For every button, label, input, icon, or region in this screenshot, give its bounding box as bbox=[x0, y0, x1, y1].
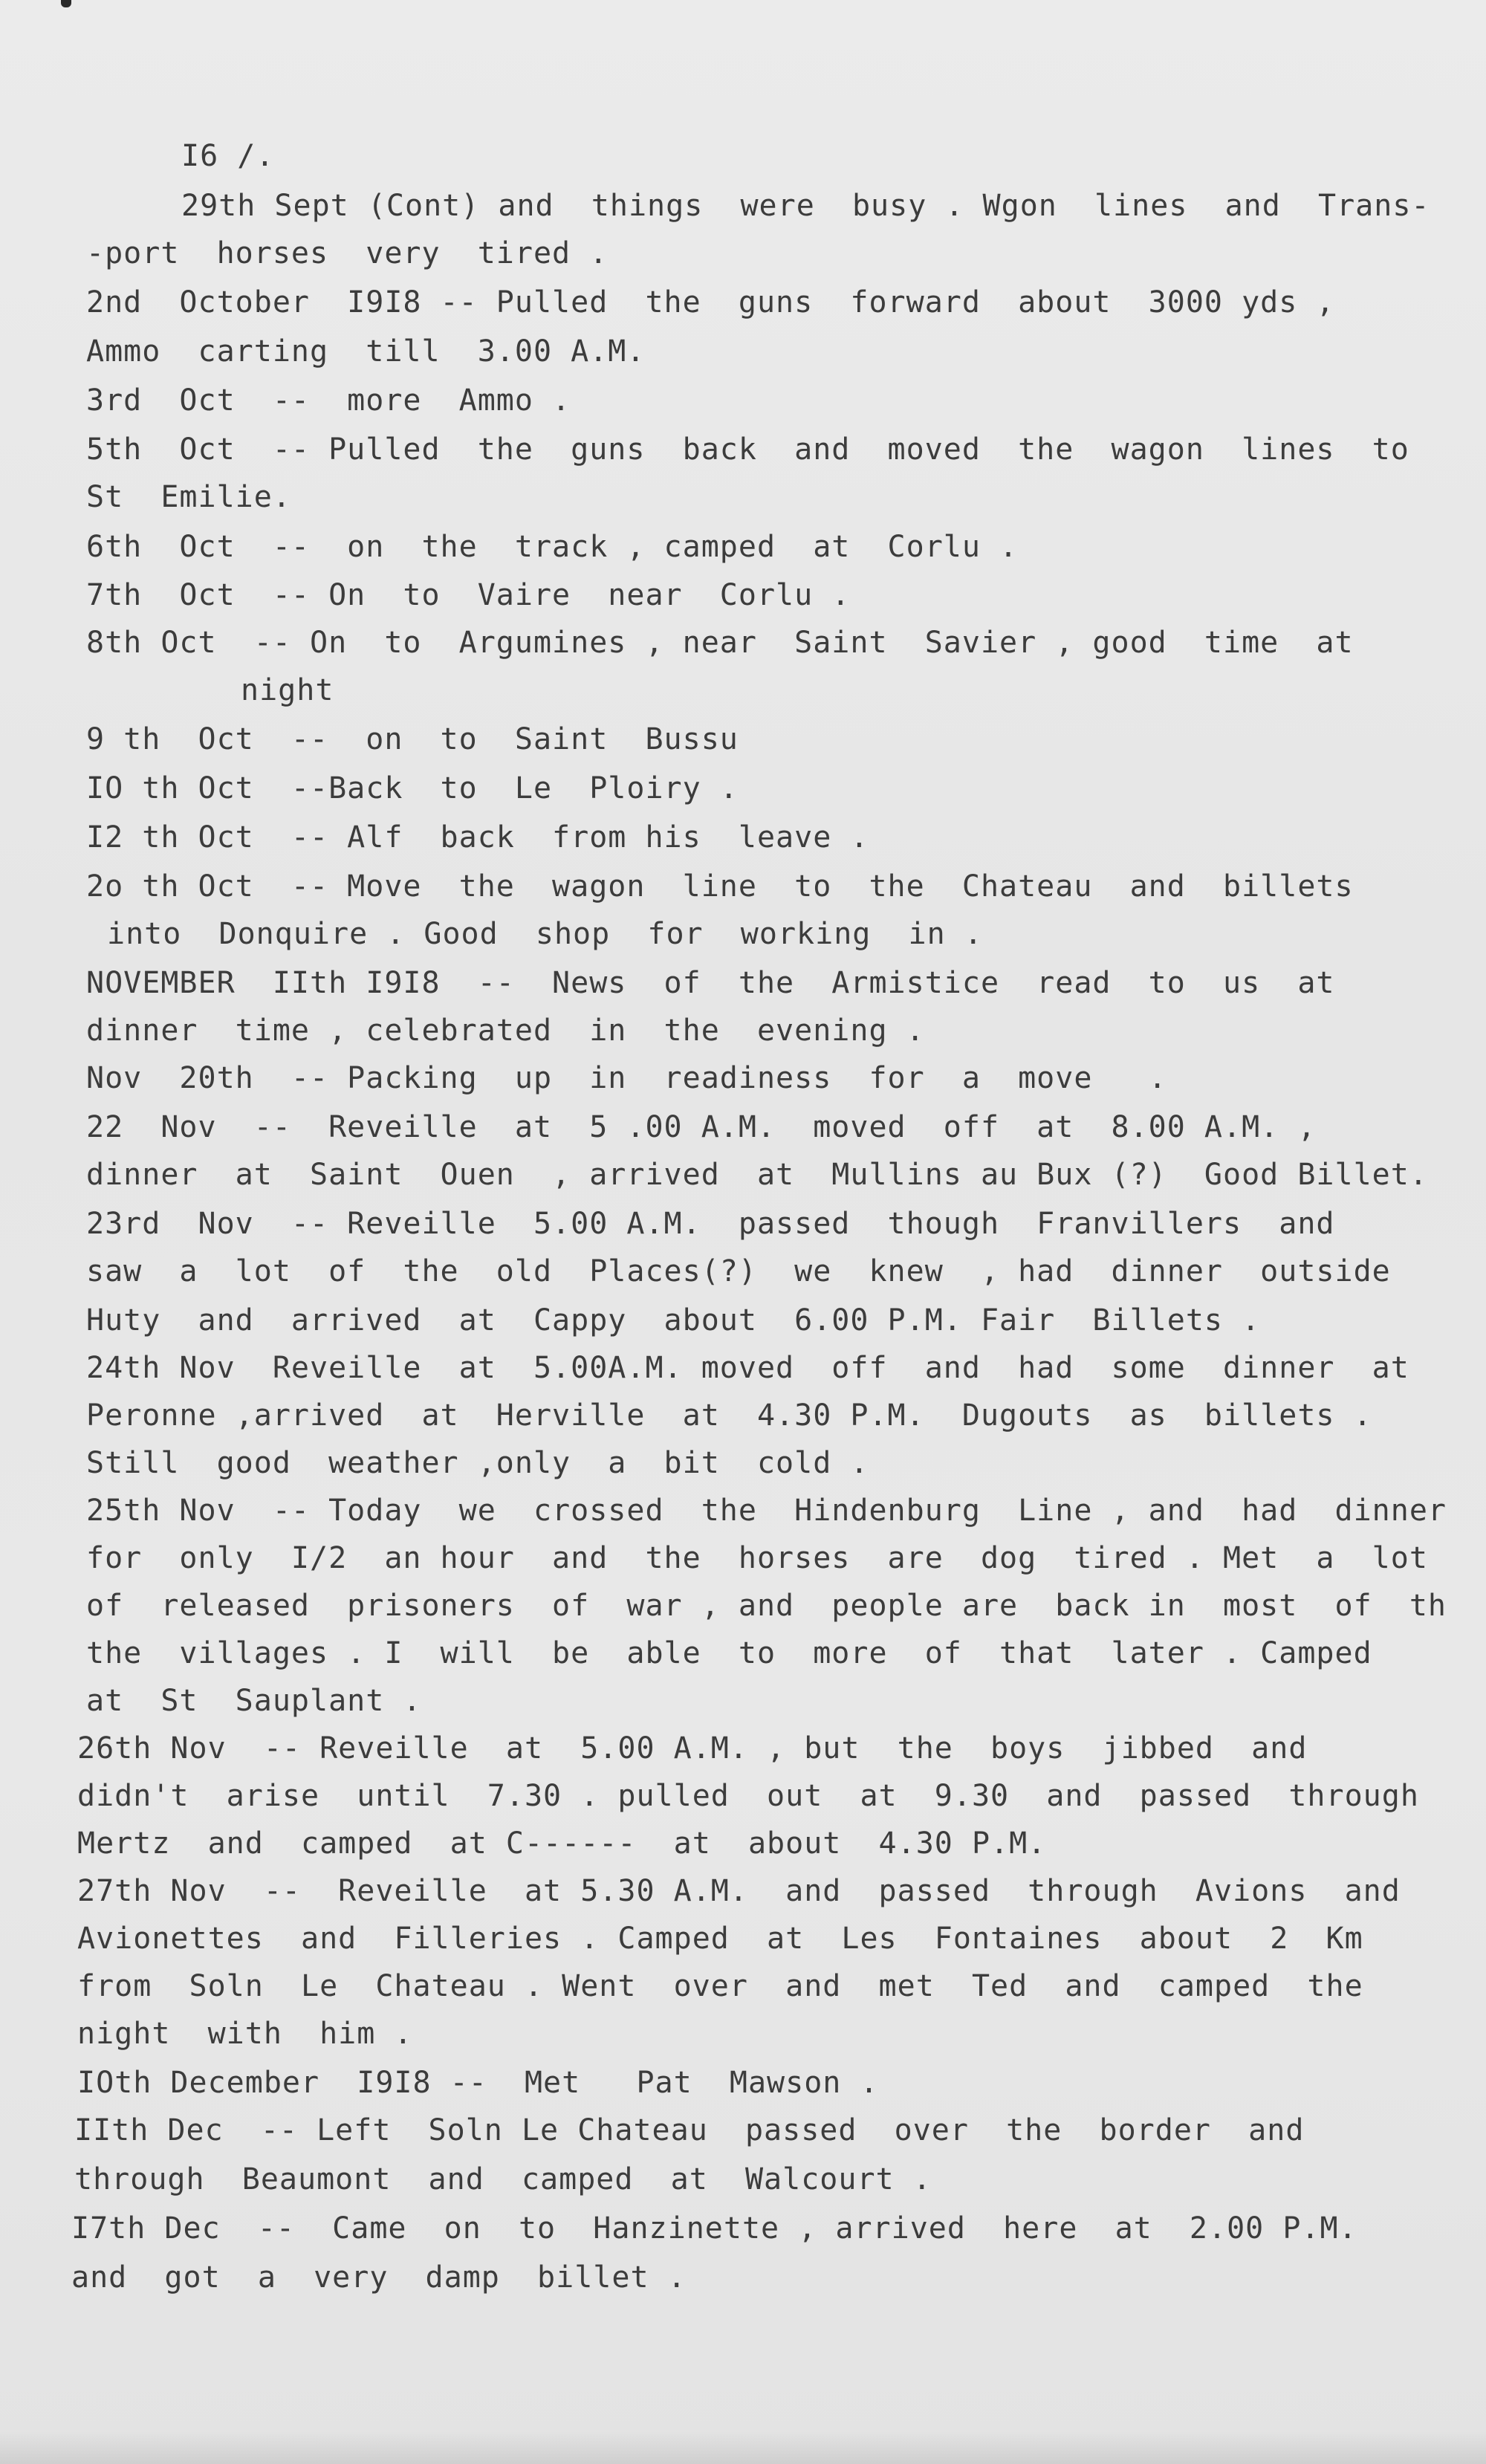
text-line-17: NOVEMBER IIth I9I8 -- News of the Armistice read to us at bbox=[86, 966, 1335, 1000]
text-line-1: 29th Sept (Cont) and things were busy . Wgon lines and Trans- bbox=[181, 189, 1430, 223]
text-line-30: of released prisoners of war , and people are back in most of th bbox=[86, 1589, 1447, 1623]
text-line-12: 9 th Oct -- on to Saint Bussu bbox=[86, 722, 739, 756]
text-line-33: 26th Nov -- Reveille at 5.00 A.M. , but the boys jibbed and bbox=[77, 1731, 1308, 1766]
text-line-37: Avionettes and Filleries . Camped at Les Fontaines about 2 Km bbox=[77, 1922, 1363, 1956]
text-line-13: IO th Oct --Back to Le Ploiry . bbox=[86, 771, 739, 805]
text-line-5: 3rd Oct -- more Ammo . bbox=[86, 383, 571, 418]
text-line-39: night with him . bbox=[77, 2017, 413, 2051]
text-line-9: 7th Oct -- On to Vaire near Corlu . bbox=[86, 578, 851, 612]
text-line-23: saw a lot of the old Places(?) we knew , had dinner outside bbox=[86, 1254, 1391, 1288]
text-line-28: 25th Nov -- Today we crossed the Hindenburg Line , and had dinner bbox=[86, 1494, 1447, 1528]
text-line-34: didn't arise until 7.30 . pulled out at 9.30 and passed through bbox=[77, 1779, 1419, 1813]
text-line-38: from Soln Le Chateau . Went over and met Ted and camped the bbox=[77, 1969, 1363, 2003]
page-number: I6 /. bbox=[181, 139, 275, 173]
text-line-10: 8th Oct -- On to Argumines , near Saint Savier , good time at bbox=[86, 626, 1354, 660]
text-line-32: at St Sauplant . bbox=[86, 1684, 422, 1718]
text-line-7: St Emilie. bbox=[86, 480, 291, 514]
text-line-16: into Donquire . Good shop for working in . bbox=[107, 917, 983, 951]
text-line-3: 2nd October I9I8 -- Pulled the guns forward about 3000 yds , bbox=[86, 285, 1335, 320]
text-line-43: I7th Dec -- Came on to Hanzinette , arrived here at 2.00 P.M. bbox=[71, 2211, 1357, 2246]
text-line-26: Peronne ,arrived at Herville at 4.30 P.M. Dugouts as billets . bbox=[86, 1398, 1372, 1433]
text-line-18: dinner time , celebrated in the evening . bbox=[86, 1014, 925, 1048]
text-line-25: 24th Nov Reveille at 5.00A.M. moved off and had some dinner at bbox=[86, 1351, 1409, 1385]
text-line-4: Ammo carting till 3.00 A.M. bbox=[86, 334, 646, 369]
text-line-19: Nov 20th -- Packing up in readiness for a move . bbox=[86, 1061, 1167, 1095]
text-line-21: dinner at Saint Ouen , arrived at Mullins au Bux (?) Good Billet. bbox=[86, 1158, 1428, 1192]
text-line-20: 22 Nov -- Reveille at 5 .00 A.M. moved off at 8.00 A.M. , bbox=[86, 1110, 1317, 1144]
text-line-22: 23rd Nov -- Reveille 5.00 A.M. passed though Franvillers and bbox=[86, 1207, 1335, 1241]
text-line-14: I2 th Oct -- Alf back from his leave . bbox=[86, 820, 869, 855]
text-line-2: -port horses very tired . bbox=[86, 236, 609, 270]
text-line-40: IOth December I9I8 -- Met Pat Mawson . bbox=[77, 2066, 879, 2100]
text-line-41: IIth Dec -- Left Soln Le Chateau passed over the border and bbox=[74, 2113, 1305, 2147]
text-line-8: 6th Oct -- on the track , camped at Corlu . bbox=[86, 530, 1019, 564]
page-edge-shadow bbox=[0, 2431, 1486, 2464]
text-line-24: Huty and arrived at Cappy about 6.00 P.M. Fair Billets . bbox=[86, 1303, 1261, 1338]
text-line-15: 2o th Oct -- Move the wagon line to the Chateau and billets bbox=[86, 869, 1354, 904]
text-line-36: 27th Nov -- Reveille at 5.30 A.M. and passed through Avions and bbox=[77, 1874, 1401, 1908]
text-line-6: 5th Oct -- Pulled the guns back and moved the wagon lines to bbox=[86, 432, 1409, 467]
text-line-29: for only I/2 an hour and the horses are dog tired . Met a lot bbox=[86, 1541, 1428, 1575]
text-line-31: the villages . I will be able to more of that later . Camped bbox=[86, 1636, 1372, 1670]
text-line-27: Still good weather ,only a bit cold . bbox=[86, 1446, 869, 1480]
text-line-11: night bbox=[241, 673, 334, 707]
text-line-35: Mertz and camped at C------ at about 4.30 P.M. bbox=[77, 1826, 1047, 1861]
text-line-42: through Beaumont and camped at Walcourt . bbox=[74, 2162, 932, 2196]
text-line-44: and got a very damp billet . bbox=[71, 2260, 687, 2295]
